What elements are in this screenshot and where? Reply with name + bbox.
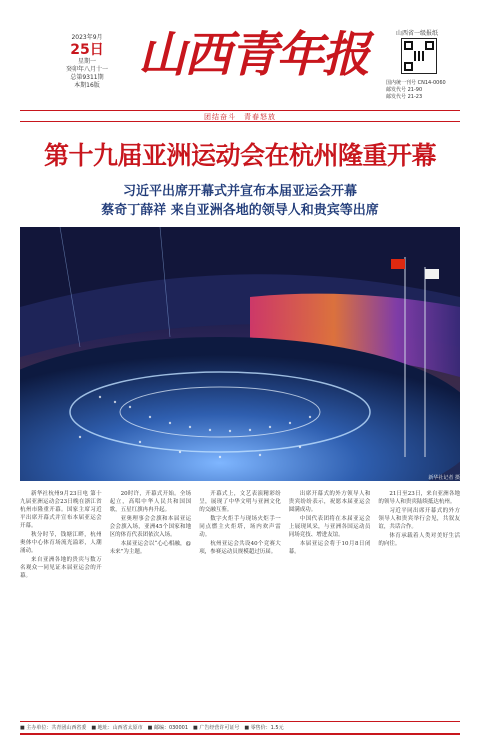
- paragraph: 来自亚洲各地的贵宾与数万名观众一同见证本届亚运会的开幕。: [20, 557, 102, 579]
- article-body: [20, 490, 460, 714]
- article-column-3: [199, 490, 281, 714]
- date-block: [52, 34, 122, 90]
- weekday: 星期一: [77, 58, 96, 65]
- paragraph: 新华社杭州9月23日电 第十九届亚洲运动会23日晚在浙江省杭州市隆重开幕。国家主席习近平出席开幕式并宣布本届亚运会开幕。: [20, 491, 102, 529]
- page-headline: 第十九届亚洲运动会在杭州隆重开幕: [43, 141, 436, 170]
- opening-ceremony-photo: [20, 227, 460, 481]
- paragraph: 杭州亚运会共设40个竞赛大项，参赛运动员规模超过历届。: [199, 541, 281, 555]
- date-day: 25日: [70, 42, 104, 58]
- article-column-1: [20, 490, 102, 714]
- paragraph: 本届亚运会以“心心相融，@未来”为主题。: [109, 541, 192, 555]
- page-footer: ■ 主办单位：共青团山西省委 ■ 地址：山西省太原市 ■ 邮编：030001 ■ 广告经营许可证号 ■ 零售价：1.5元: [20, 721, 460, 734]
- photo-caption: 新华社记者 摄: [428, 475, 460, 481]
- paragraph: 秋分时节，钱塘江畔，杭州奥体中心体育场流光溢彩，人潮涌动。: [20, 532, 102, 554]
- slogan: 团结奋斗 青春怒放: [204, 113, 276, 121]
- qr-code-icon: [401, 38, 437, 74]
- paragraph: 习近平同出席开幕式的外方领导人和贵宾举行会见，共叙友谊，共话合作。: [378, 508, 460, 530]
- paragraph: 20时许，开幕式开始。全场起立，高唱中华人民共和国国歌，五星红旗冉冉升起。: [109, 491, 192, 513]
- subheadline-2: 蔡奇丁薛祥 来自亚洲各地的领导人和贵宾等出席: [101, 203, 379, 218]
- paragraph: 数字火炬手与现场火炬手一同点燃主火炬塔，场内欢声雷动。: [199, 516, 281, 538]
- paragraph: 21日至23日，来自亚洲各地的领导人和贵宾陆续抵达杭州。: [378, 491, 460, 505]
- page-count: 本期16版: [74, 82, 100, 89]
- paragraph: 亚奥理事会会旗和本届亚运会会旗入场，亚洲45个国家和地区的体育代表团依次入场。: [109, 516, 192, 538]
- paragraph: 本届亚运会将于10月8日闭幕。: [288, 541, 371, 555]
- paragraph: 体育承载着人类对美好生活的向往。: [378, 533, 460, 547]
- masthead-logo: 山西青年报: [138, 27, 369, 83]
- paragraph: 出席开幕式的外方领导人和贵宾纷纷表示，祝愿本届亚运会圆满成功。: [288, 491, 371, 513]
- lunar-date: 癸卯年八月十一: [65, 66, 108, 73]
- footer-divider: [20, 733, 460, 735]
- issue-code-1: 国内统一刊号 CN14-0060: [386, 80, 446, 86]
- date-year-month: 2023年9月: [71, 34, 103, 41]
- paragraph: 开幕式上，文艺表演精彩纷呈，展现了中华文明与亚洲文化的交融互鉴。: [199, 491, 281, 513]
- article-column-5: [378, 490, 460, 714]
- issue-info: [386, 80, 456, 101]
- slogan-bar: [20, 110, 460, 122]
- article-column-4: [289, 490, 371, 714]
- article-column-2: [110, 490, 192, 714]
- qr-title: 山西省一级报纸: [395, 30, 438, 37]
- issue-code-3: 邮发代号 21-23: [386, 94, 423, 100]
- subheadline-1: 习近平出席开幕式并宣布本届亚运会开幕: [122, 184, 357, 199]
- issue-code-2: 邮发代号 21-90: [386, 87, 423, 93]
- paragraph: 中国代表团将在本届亚运会上展现风采，与亚洲各国运动员同场竞技、增进友谊。: [288, 516, 371, 538]
- total-issue: 总第9311期: [70, 74, 104, 81]
